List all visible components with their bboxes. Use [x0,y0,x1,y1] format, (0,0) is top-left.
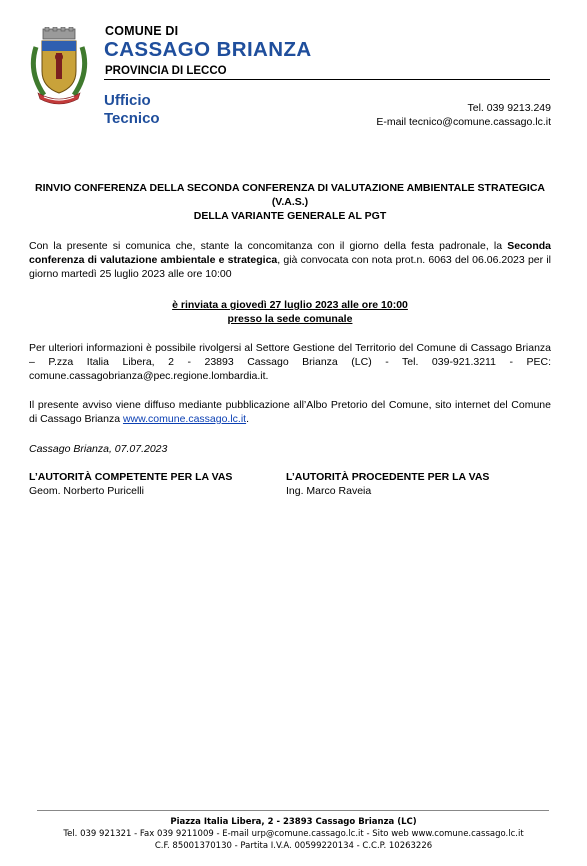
municipality-name: CASSAGO BRIANZA [104,38,312,61]
sign-right-name: Ing. Marco Raveia [286,485,372,497]
p3-text-b: . [246,413,250,425]
department-line1: Ufficio [104,92,151,109]
footer-divider [37,810,549,811]
paragraph-info: Per ulteriori informazioni è possibile rivolgersi al Settore Gestione del Territorio del Comune di Cassago Brianza – P.zza Italia Libera, 2 - 23893 Cassago Brianza (LC) - Tel. 039-921.3211 - PEC: comune.cassagobrianza@pec.regione.lombardia.it. [29,342,551,382]
sign-left-name: Geom. Norberto Puricelli [29,485,144,497]
p1-text-a: Con la presente si comunica che, stante la concomitanza con il giorno della festa padronale, la [29,240,508,252]
place-date: Cassago Brianza, 07.07.2023 [29,443,168,455]
footer-fiscal: C.F. 85001370130 - Partita I.V.A. 00599220134 - C.C.P. 10263226 [154,841,433,851]
header-comune-di: COMUNE DI [105,24,179,38]
notice-line1: è rinviata a giovedì 27 luglio 2023 alle ore 10:00 [172,299,408,311]
department-name [104,92,160,128]
header-divider [104,79,550,80]
title-line1: RINVIO CONFERENZA DELLA SECONDA CONFERENZA DI VALUTAZIONE AMBIENTALE STRATEGICA (V.A.S.) [34,182,546,208]
footer [0,816,587,852]
province-name: PROVINCIA DI LECCO [105,65,227,77]
p3-text-a: Il presente avviso viene diffuso mediante pubblicazione all’Albo Pretorio del Comune, sito internet del Comune di Cassago Brianza [29,399,551,425]
contact-info [376,101,551,129]
footer-contacts: Tel. 039 921321 - Fax 039 9211009 - E-mail urp@comune.cassago.lc.it - Sito web www.comune.cassago.lc.it [63,829,524,839]
p1-bold-text: Seconda conferenza di valutazione ambientale e strategica [29,240,551,266]
footer-address: Piazza Italia Libera, 2 - 23893 Cassago Brianza (LC) [170,817,417,827]
website-link[interactable]: www.comune.cassago.lc.it [122,413,247,425]
signature-competent-authority [29,470,232,498]
sign-right-label: L’AUTORITÀ PROCEDENTE PER LA VAS [286,471,490,483]
contact-tel: Tel. 039 9213.249 [467,102,551,114]
coat-of-arms-icon [26,27,92,107]
department-line2: Tecnico [104,110,160,127]
title-line2: DELLA VARIANTE GENERALE AL PGT [193,210,387,222]
document-title [29,181,551,223]
paragraph-publication [29,398,551,426]
signature-proceeding-authority [286,470,489,498]
postponement-notice [29,298,551,326]
contact-email: E-mail tecnico@comune.cassago.lc.it [376,116,551,128]
paragraph-intro [29,239,551,281]
notice-line2: presso la sede comunale [227,313,353,325]
p1-text-b: , già convocata con nota prot.n. 6063 del 06.06.2023 per il giorno martedì 25 luglio 2023 alle ore 10:00 [29,254,551,280]
sign-left-label: L’AUTORITÀ COMPETENTE PER LA VAS [29,471,233,483]
